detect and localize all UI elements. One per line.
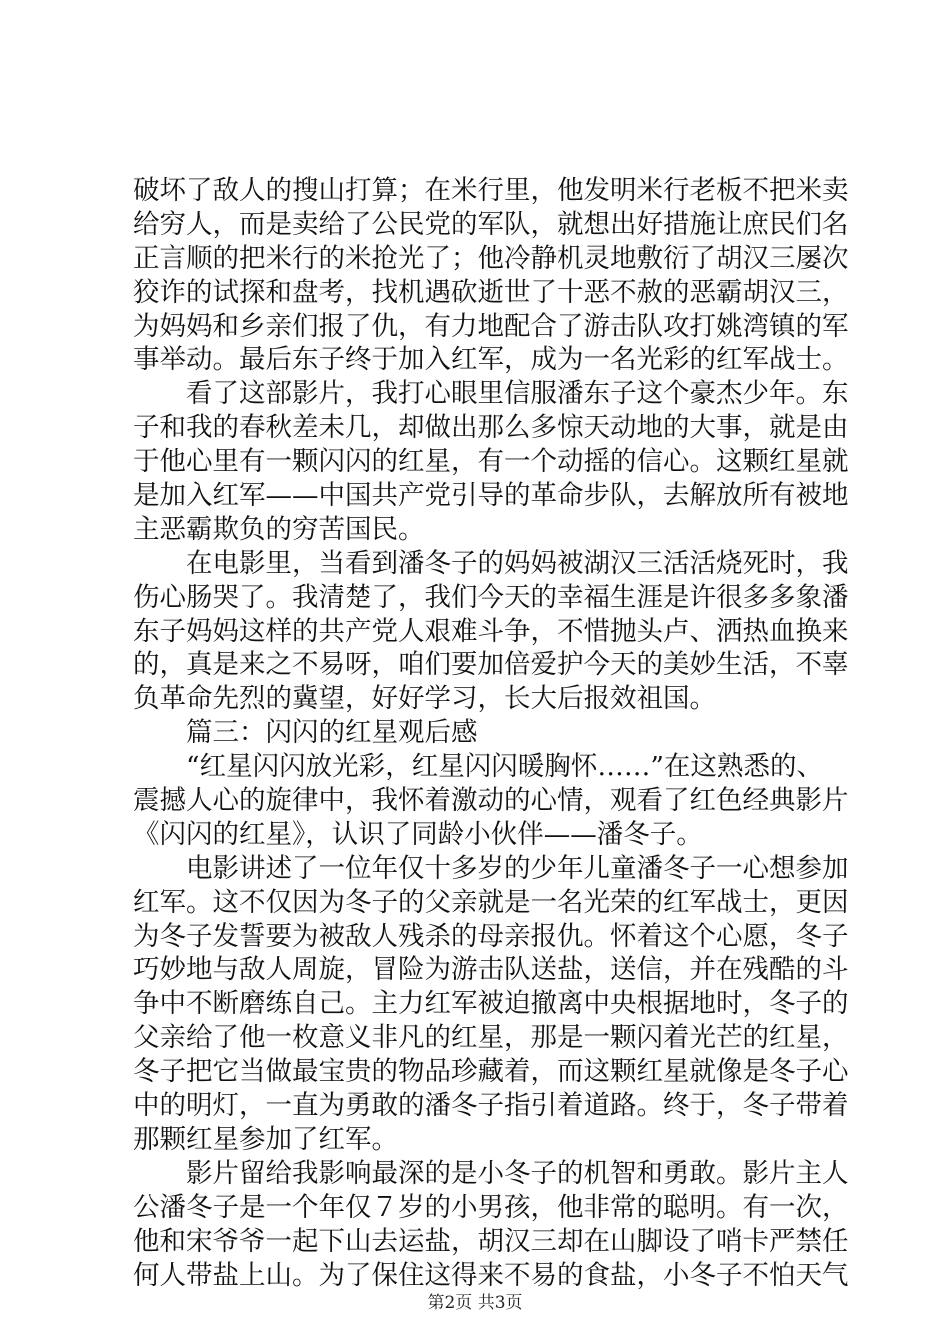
text-line: 为妈妈和乡亲们报了仇，有力地配合了游击队攻打姚湾镇的军 <box>133 310 849 342</box>
text-line: 伤心肠哭了。我清楚了，我们今天的幸福生涯是许很多多象潘 <box>133 581 849 613</box>
text-line: 于他心里有一颗闪闪的红星，有一个动摇的信心。这颗红星就 <box>133 446 849 478</box>
text-line: 何人带盐上山。为了保住这得来不易的食盐，小冬子不怕天气 <box>133 1259 849 1291</box>
text-line: 冬子把它当做最宝贵的物品珍藏着，而这颗红星就像是冬子心 <box>133 1056 849 1088</box>
text-line: 震撼人心的旋律中，我怀着激动的心情，观看了红色经典影片 <box>133 785 849 817</box>
text-line: 在电影里，当看到潘冬子的妈妈被湖汉三活活烧死时，我 <box>186 547 849 579</box>
text-line: “红星闪闪放光彩，红星闪闪暖胸怀……”在这熟悉的、 <box>186 751 823 783</box>
text-line: 事举动。最后东子终于加入红军，成为一名光彩的红军战士。 <box>133 344 849 376</box>
text-line: 负革命先烈的冀望，好好学习，长大后报效祖国。 <box>133 683 716 715</box>
text-line: 巧妙地与敌人周旋，冒险为游击队送盐，送信，并在残酷的斗 <box>133 954 849 986</box>
text-line: 父亲给了他一枚意义非凡的红星，那是一颗闪着光芒的红星， <box>133 1022 849 1054</box>
document-body-text <box>133 174 849 1292</box>
text-line: 争中不断磨练自己。主力红军被迫撤离中央根据地时，冬子的 <box>133 988 849 1020</box>
text-line: 狡诈的试探和盘考，找机遇砍逝世了十恶不赦的恶霸胡汉三， <box>133 276 849 308</box>
text-line: 的，真是来之不易呀，咱们要加倍爱护今天的美妙生活，不辜 <box>133 649 849 681</box>
text-line: 篇三：闪闪的红星观后感 <box>186 717 478 749</box>
text-line: 给穷人，而是卖给了公民党的军队，就想出好措施让庶民们名 <box>133 208 849 240</box>
page-footer: 第2页 共3页 <box>427 1293 523 1313</box>
text-line: 红军。这不仅因为冬子的父亲就是一名光荣的红军战士，更因 <box>133 886 849 918</box>
text-line: 公潘冬子是一个年仅７岁的小男孩，他非常的聪明。有一次， <box>133 1191 849 1223</box>
text-line: 影片留给我影响最深的是小冬子的机智和勇敢。影片主人 <box>186 1157 849 1189</box>
text-line: 正言顺的把米行的米抢光了；他冷静机灵地敷衍了胡汉三屡次 <box>133 242 849 274</box>
text-line: 东子妈妈这样的共产党人艰难斗争，不惜抛头卢、洒热血换来 <box>133 615 849 647</box>
text-line: 子和我的春秋差未几，却做出那么多惊天动地的大事，就是由 <box>133 412 849 444</box>
text-line: 为冬子发誓要为被敌人残杀的母亲报仇。怀着这个心愿，冬子 <box>133 920 849 952</box>
text-line: 破坏了敌人的搜山打算；在米行里，他发明米行老板不把米卖 <box>133 175 849 206</box>
text-line: 主恶霸欺负的穷苦国民。 <box>133 513 425 545</box>
text-line: 《闪闪的红星》，认识了同龄小伙伴——潘冬子。 <box>133 818 703 850</box>
text-line: 那颗红星参加了红军。 <box>133 1123 398 1155</box>
text-line: 他和宋爷爷一起下山去运盐，胡汉三却在山脚设了哨卡严禁任 <box>133 1225 849 1257</box>
text-line: 中的明灯，一直为勇敢的潘冬子指引着道路。终于，冬子带着 <box>133 1090 849 1122</box>
text-line: 电影讲述了一位年仅十多岁的少年儿童潘冬子一心想参加 <box>186 852 849 884</box>
text-line: 是加入红军——中国共产党引导的革命步队，去解放所有被地 <box>133 480 849 512</box>
text-line: 看了这部影片，我打心眼里信服潘东子这个豪杰少年。东 <box>186 378 849 410</box>
